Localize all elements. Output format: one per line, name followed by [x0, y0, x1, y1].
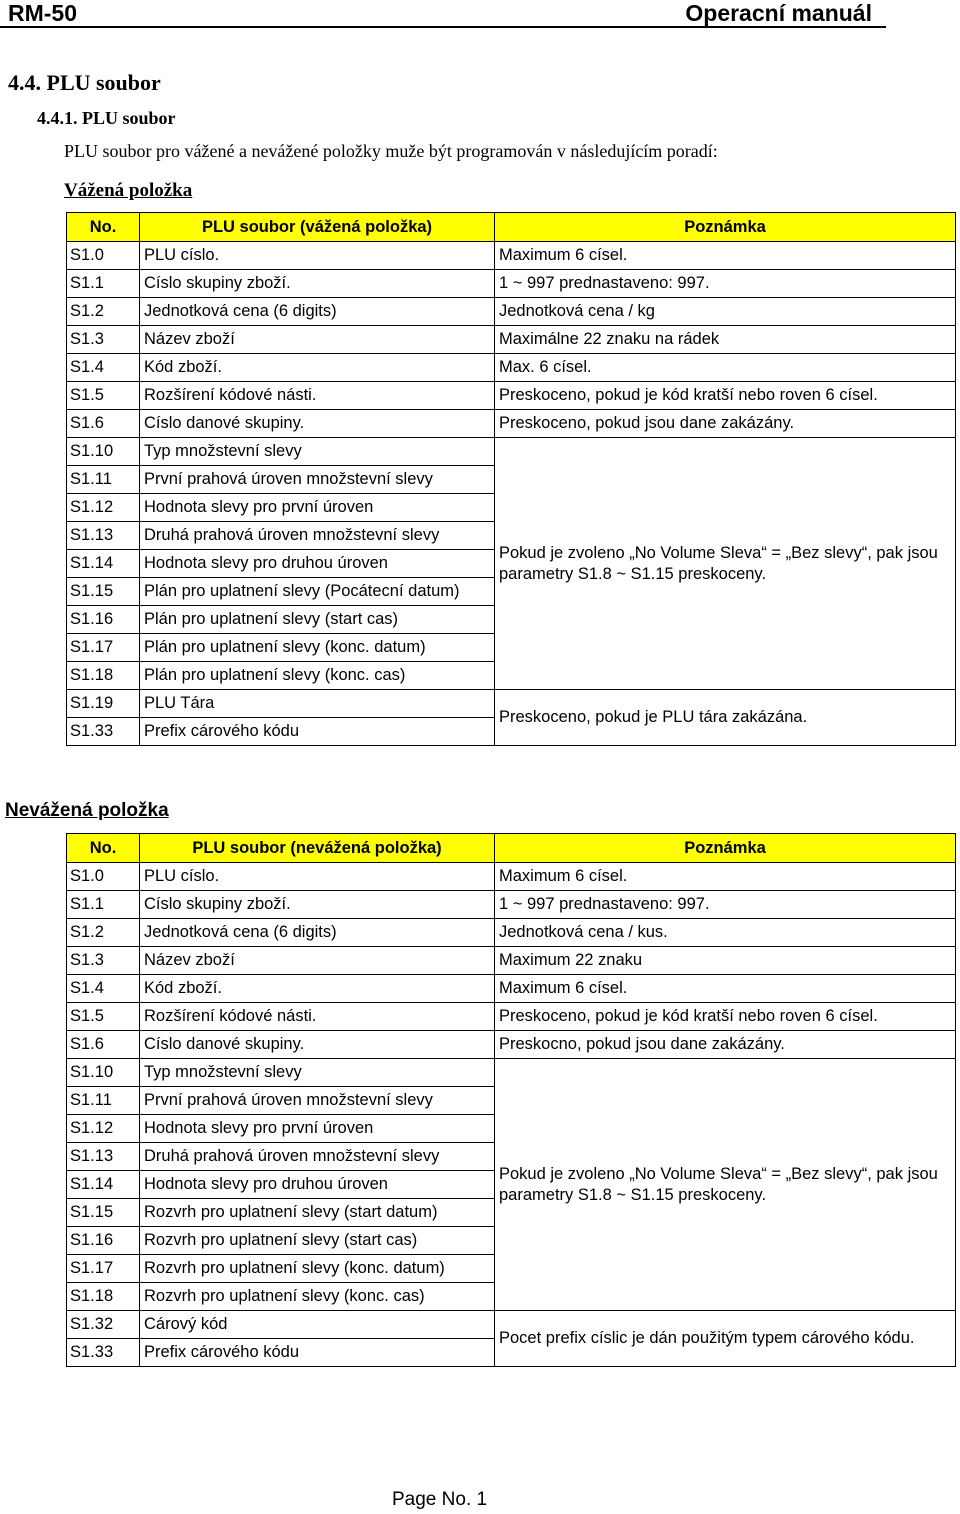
row-item: Plán pro uplatnení slevy (konc. datum)	[140, 634, 495, 662]
row-item: Rozvrh pro uplatnení slevy (konc. cas)	[140, 1283, 495, 1311]
row-item: Název zboží	[140, 326, 495, 354]
row-item: První prahová úroven množstevní slevy	[140, 466, 495, 494]
row-item: Rozvrh pro uplatnení slevy (start datum)	[140, 1199, 495, 1227]
row-number: S1.11	[67, 466, 140, 494]
unweighed-item-label: Nevážená položka	[5, 800, 169, 821]
table-row	[67, 690, 956, 718]
document-title: Operacní manuál	[685, 0, 872, 26]
row-item: Císlo skupiny zboží.	[140, 270, 495, 298]
row-item: Jednotková cena (6 digits)	[140, 298, 495, 326]
row-number: S1.5	[67, 382, 140, 410]
header-note: Poznámka	[495, 213, 956, 242]
row-number: S1.1	[67, 891, 140, 919]
row-number: S1.10	[67, 1059, 140, 1087]
volume-discount-note: Pokud je zvoleno „No Volume Sleva“ = „Bez slevy“, pak jsou parametry S1.8 ~ S1.15 preskoceny.	[495, 438, 956, 690]
section-title: 4.4. PLU soubor	[8, 70, 161, 95]
row-note: Jednotková cena / kus.	[495, 919, 956, 947]
row-number: S1.13	[67, 522, 140, 550]
row-number: S1.15	[67, 1199, 140, 1227]
table-row	[67, 1311, 956, 1339]
row-number: S1.12	[67, 1115, 140, 1143]
row-number: S1.33	[67, 1339, 140, 1367]
row-item: Druhá prahová úroven množstevní slevy	[140, 1143, 495, 1171]
row-item: PLU Tára	[140, 690, 495, 718]
row-number: S1.3	[67, 326, 140, 354]
volume-discount-note: Pokud je zvoleno „No Volume Sleva“ = „Bez slevy“, pak jsou parametry S1.8 ~ S1.15 preskoceny.	[495, 1059, 956, 1311]
header-no: No.	[67, 213, 140, 242]
row-number: S1.0	[67, 242, 140, 270]
page-number: Page No. 1	[392, 1489, 488, 1510]
row-number: S1.11	[67, 1087, 140, 1115]
row-item: Prefix cárového kódu	[140, 1339, 495, 1367]
row-number: S1.16	[67, 1227, 140, 1255]
row-item: Typ množstevní slevy	[140, 1059, 495, 1087]
row-note: 1 ~ 997 prednastaveno: 997.	[495, 891, 956, 919]
table-row	[67, 1003, 956, 1031]
row-item: Jednotková cena (6 digits)	[140, 919, 495, 947]
table-header-row	[67, 834, 956, 863]
row-item: Císlo danové skupiny.	[140, 1031, 495, 1059]
row-note: Preskoceno, pokud je kód kratší nebo roven 6 císel.	[495, 1003, 956, 1031]
row-item: Císlo danové skupiny.	[140, 410, 495, 438]
row-item: Rozšírení kódové násti.	[140, 382, 495, 410]
page-header	[0, 0, 886, 28]
row-item: Plán pro uplatnení slevy (Pocátecní datum)	[140, 578, 495, 606]
row-item: Cárový kód	[140, 1311, 495, 1339]
table-row	[67, 326, 956, 354]
row-item: Kód zboží.	[140, 975, 495, 1003]
header-no: No.	[67, 834, 140, 863]
row-number: S1.6	[67, 410, 140, 438]
table-row	[67, 947, 956, 975]
model-name: RM-50	[8, 0, 78, 26]
row-item: Hodnota slevy pro druhou úroven	[140, 1171, 495, 1199]
row-number: S1.10	[67, 438, 140, 466]
row-item: PLU císlo.	[140, 863, 495, 891]
table-row	[67, 382, 956, 410]
row-number: S1.1	[67, 270, 140, 298]
row-number: S1.4	[67, 975, 140, 1003]
weighed-item-label: Vážená položka	[64, 180, 193, 201]
row-note: Preskocno, pokud jsou dane zakázány.	[495, 1031, 956, 1059]
row-number: S1.2	[67, 298, 140, 326]
table-row	[67, 354, 956, 382]
row-number: S1.6	[67, 1031, 140, 1059]
row-number: S1.2	[67, 919, 140, 947]
table-row	[67, 1059, 956, 1087]
row-number: S1.15	[67, 578, 140, 606]
table-row	[67, 919, 956, 947]
row-note: 1 ~ 997 prednastaveno: 997.	[495, 270, 956, 298]
weighed-plu-table	[66, 212, 956, 746]
row-item: Druhá prahová úroven množstevní slevy	[140, 522, 495, 550]
row-note: Preskoceno, pokud je kód kratší nebo roven 6 císel.	[495, 382, 956, 410]
row-item: Plán pro uplatnení slevy (start cas)	[140, 606, 495, 634]
row-item: Prefix cárového kódu	[140, 718, 495, 746]
row-item: PLU císlo.	[140, 242, 495, 270]
unweighed-plu-table	[66, 833, 956, 1367]
table-row	[67, 1031, 956, 1059]
row-item: Typ množstevní slevy	[140, 438, 495, 466]
row-item: Název zboží	[140, 947, 495, 975]
row-number: S1.32	[67, 1311, 140, 1339]
table-row	[67, 298, 956, 326]
table-header-row	[67, 213, 956, 242]
header-item: PLU soubor (vážená položka)	[140, 213, 495, 242]
row-number: S1.5	[67, 1003, 140, 1031]
row-item: První prahová úroven množstevní slevy	[140, 1087, 495, 1115]
row-number: S1.18	[67, 662, 140, 690]
subsection-title: 4.4.1. PLU soubor	[37, 108, 176, 128]
row-item: Rozvrh pro uplatnení slevy (start cas)	[140, 1227, 495, 1255]
table-row	[67, 975, 956, 1003]
row-number: S1.14	[67, 550, 140, 578]
row-item: Hodnota slevy pro druhou úroven	[140, 550, 495, 578]
row-number: S1.12	[67, 494, 140, 522]
row-note: Max. 6 císel.	[495, 354, 956, 382]
table-row	[67, 891, 956, 919]
row-number: S1.17	[67, 1255, 140, 1283]
row-item: Císlo skupiny zboží.	[140, 891, 495, 919]
table-row	[67, 242, 956, 270]
row-number: S1.18	[67, 1283, 140, 1311]
header-note: Poznámka	[495, 834, 956, 863]
row-item: Rozšírení kódové násti.	[140, 1003, 495, 1031]
table-row	[67, 270, 956, 298]
row-note: Maximum 6 císel.	[495, 975, 956, 1003]
row-number: S1.17	[67, 634, 140, 662]
row-number: S1.13	[67, 1143, 140, 1171]
row-item: Plán pro uplatnení slevy (konc. cas)	[140, 662, 495, 690]
table-row	[67, 438, 956, 466]
row-note: Maximálne 22 znaku na rádek	[495, 326, 956, 354]
header-item: PLU soubor (nevážená položka)	[140, 834, 495, 863]
row-number: S1.19	[67, 690, 140, 718]
row-item: Rozvrh pro uplatnení slevy (konc. datum)	[140, 1255, 495, 1283]
row-number: S1.33	[67, 718, 140, 746]
row-note: Maximum 22 znaku	[495, 947, 956, 975]
row-number: S1.3	[67, 947, 140, 975]
row-note: Jednotková cena / kg	[495, 298, 956, 326]
row-item: Hodnota slevy pro první úroven	[140, 494, 495, 522]
barcode-note: Pocet prefix císlic je dán použitým typem cárového kódu.	[495, 1311, 956, 1367]
row-number: S1.4	[67, 354, 140, 382]
table-row	[67, 410, 956, 438]
row-item: Hodnota slevy pro první úroven	[140, 1115, 495, 1143]
row-note: Maximum 6 císel.	[495, 863, 956, 891]
row-note: Preskoceno, pokud jsou dane zakázány.	[495, 410, 956, 438]
row-number: S1.16	[67, 606, 140, 634]
table-row	[67, 863, 956, 891]
row-note: Maximum 6 císel.	[495, 242, 956, 270]
row-number: S1.0	[67, 863, 140, 891]
row-item: Kód zboží.	[140, 354, 495, 382]
row-number: S1.14	[67, 1171, 140, 1199]
intro-text: PLU soubor pro vážené a nevážené položky muže být programován v následujícím poradí:	[64, 141, 718, 161]
tare-note: Preskoceno, pokud je PLU tára zakázána.	[495, 690, 956, 746]
